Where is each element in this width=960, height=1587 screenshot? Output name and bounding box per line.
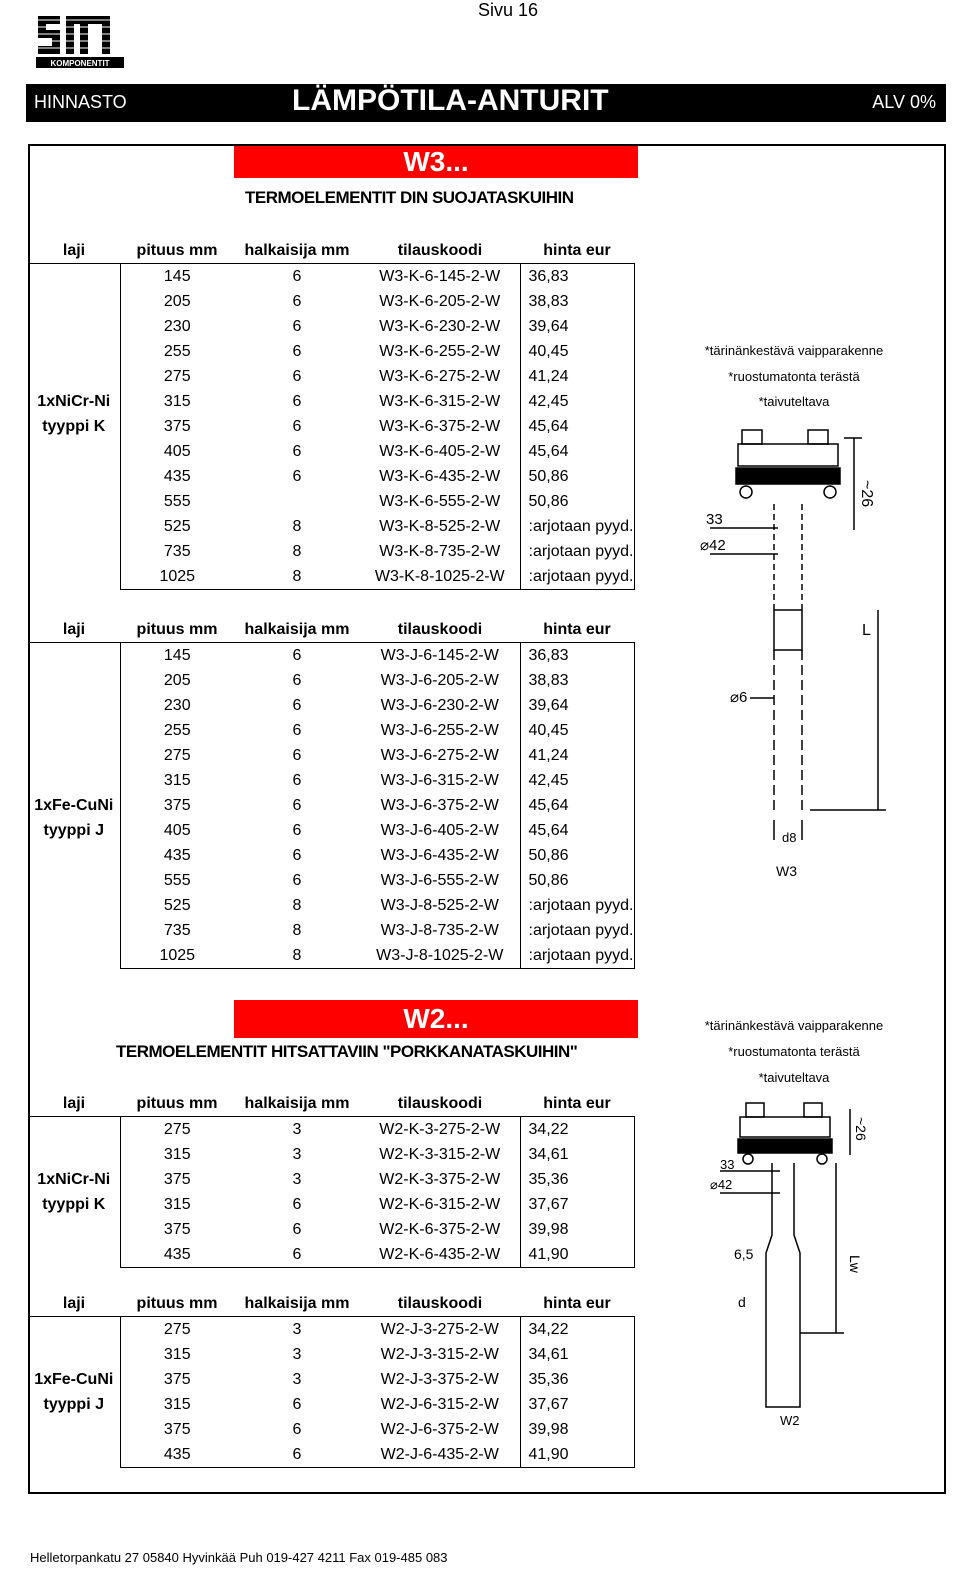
cell-tilauskoodi: W3-K-8-1025-2-W (360, 564, 520, 590)
column-header-hinta: hinta eur (520, 1291, 634, 1317)
cell-pituus: 375 (120, 414, 234, 439)
cell-tilauskoodi: W3-K-6-375-2-W (360, 414, 520, 439)
cell-tilauskoodi: W2-J-3-315-2-W (360, 1342, 520, 1367)
table-row (28, 1367, 634, 1392)
column-header-halkaisija: halkaisija mm (234, 1291, 360, 1317)
header-right: ALV 0% (872, 92, 936, 112)
table-header (28, 617, 634, 643)
table-row (28, 1117, 634, 1143)
column-header-pituus: pituus mm (120, 617, 234, 643)
table-row (28, 514, 634, 539)
w2-dim-65: 6,5 (734, 1246, 754, 1262)
cell-halkaisija: 6 (292, 317, 302, 335)
cell-tilauskoodi: W3-K-6-555-2-W (360, 489, 520, 514)
cell-laji (28, 1117, 120, 1143)
table-row (28, 564, 634, 590)
cell-tilauskoodi: W3-J-8-735-2-W (360, 918, 520, 943)
cell-pituus: 435 (120, 1442, 234, 1468)
cell-laji: 1xFe-CuNi (34, 1370, 114, 1388)
cell-laji (28, 918, 120, 943)
w3-dim-l: L (862, 622, 871, 639)
cell-hinta: 36,83 (520, 264, 634, 290)
table-row (28, 539, 634, 564)
cell-hinta: :arjotaan pyyd. (520, 564, 634, 590)
cell-pituus: 255 (120, 339, 234, 364)
cell-pituus: 375 (120, 1367, 234, 1392)
cell-laji: 1xFe-CuNi (34, 796, 114, 814)
table-row (28, 1142, 634, 1167)
cell-hinta: 45,64 (520, 793, 634, 818)
cell-tilauskoodi: W3-K-6-315-2-W (360, 389, 520, 414)
cell-pituus: 555 (120, 489, 234, 514)
cell-pituus: 315 (120, 1142, 234, 1167)
table-row (28, 314, 634, 339)
cell-tilauskoodi: W2-K-6-435-2-W (360, 1242, 520, 1268)
table-row (28, 364, 634, 389)
table-row (28, 1342, 634, 1367)
cell-hinta: 41,24 (520, 364, 634, 389)
cell-halkaisija: 6 (292, 1420, 302, 1438)
cell-hinta: 45,64 (520, 818, 634, 843)
cell-pituus: 205 (120, 289, 234, 314)
w3-dim-42: ⌀42 (700, 537, 726, 554)
cell-pituus: 1025 (120, 564, 234, 590)
w3-diagram-name: W3 (776, 863, 797, 879)
w3-dim-26: ~26 (858, 480, 875, 508)
page-number: Sivu 16 (478, 0, 539, 20)
table-row (28, 893, 634, 918)
w3-dim-6: ⌀6 (730, 689, 748, 706)
cell-tilauskoodi: W3-K-6-435-2-W (360, 464, 520, 489)
cell-pituus: 735 (120, 918, 234, 943)
cell-laji (28, 364, 120, 389)
cell-tilauskoodi: W2-K-3-275-2-W (360, 1117, 520, 1143)
table-header (28, 1091, 634, 1117)
cell-tilauskoodi: W3-J-8-525-2-W (360, 893, 520, 918)
page-title: LÄMPÖTILA-ANTURIT (292, 84, 609, 117)
cell-hinta: 42,45 (520, 389, 634, 414)
cell-halkaisija: 6 (292, 467, 302, 485)
cell-hinta: 50,86 (520, 464, 634, 489)
cell-pituus: 315 (120, 389, 234, 414)
cell-tilauskoodi: W3-J-6-230-2-W (360, 693, 520, 718)
cell-hinta: 39,64 (520, 314, 634, 339)
cell-laji (28, 1417, 120, 1442)
cell-halkaisija: 6 (292, 846, 302, 864)
column-header-halkaisija: halkaisija mm (234, 1091, 360, 1117)
cell-pituus: 230 (120, 314, 234, 339)
table-row (28, 1442, 634, 1468)
column-header-tilauskoodi: tilauskoodi (360, 1291, 520, 1317)
cell-halkaisija: 6 (292, 671, 302, 689)
cell-halkaisija: 6 (234, 1442, 360, 1468)
table-row (28, 693, 634, 718)
w2-note-3: *taivuteltava (758, 1070, 830, 1085)
table-row (28, 464, 634, 489)
cell-tilauskoodi: W2-J-6-435-2-W (360, 1442, 520, 1468)
cell-laji (28, 439, 120, 464)
w2-note-1: *tärinänkestävä vaipparakenne (704, 1018, 884, 1033)
cell-pituus: 525 (120, 893, 234, 918)
w2-note-2: *ruostumatonta terästä (728, 1044, 860, 1059)
table-row (28, 843, 634, 868)
cell-hinta: :arjotaan pyyd. (520, 539, 634, 564)
cell-hinta: 41,90 (520, 1242, 634, 1268)
cell-tilauskoodi: W2-J-6-375-2-W (360, 1417, 520, 1442)
cell-tilauskoodi: W2-K-3-315-2-W (360, 1142, 520, 1167)
cell-pituus: 275 (120, 743, 234, 768)
cell-halkaisija: 8 (234, 943, 360, 969)
cell-halkaisija: 6 (292, 267, 302, 285)
column-header-laji: laji (28, 1091, 120, 1117)
cell-hinta: 38,83 (520, 289, 634, 314)
w2-diagram (700, 1095, 920, 1440)
column-header-hinta: hinta eur (520, 617, 634, 643)
table-row (28, 414, 634, 439)
cell-laji: tyyppi J (43, 1395, 104, 1413)
cell-laji (28, 1242, 120, 1268)
table-row (28, 868, 634, 893)
cell-halkaisija: 6 (292, 342, 302, 360)
cell-tilauskoodi: W2-K-6-315-2-W (360, 1192, 520, 1217)
cell-hinta: :arjotaan pyyd. (520, 514, 634, 539)
w2-dim-42: ⌀42 (710, 1177, 733, 1192)
cell-tilauskoodi: W3-J-6-255-2-W (360, 718, 520, 743)
w3-note-1: *tärinänkestävä vaipparakenne (704, 343, 884, 358)
cell-pituus: 1025 (120, 943, 234, 969)
cell-laji (28, 668, 120, 693)
cell-halkaisija: 6 (292, 292, 302, 310)
column-header-tilauskoodi: tilauskoodi (360, 1091, 520, 1117)
cell-hinta: 35,36 (520, 1367, 634, 1392)
cell-hinta: 45,64 (520, 414, 634, 439)
table-row (28, 1167, 634, 1192)
cell-halkaisija: 3 (292, 1345, 302, 1363)
cell-tilauskoodi: W2-J-3-375-2-W (360, 1367, 520, 1392)
cell-hinta: 50,86 (520, 868, 634, 893)
column-header-halkaisija: halkaisija mm (234, 238, 360, 264)
cell-tilauskoodi: W3-J-6-275-2-W (360, 743, 520, 768)
cell-pituus: 275 (120, 364, 234, 389)
table-header (28, 1291, 634, 1317)
cell-halkaisija: 8 (292, 896, 302, 914)
w2-dim-d: d (738, 1294, 746, 1310)
cell-pituus: 405 (120, 439, 234, 464)
logo-text: KOMPONENTIT (50, 59, 110, 68)
cell-tilauskoodi: W3-K-6-230-2-W (360, 314, 520, 339)
w3-dim-33: 33 (706, 511, 723, 528)
cell-tilauskoodi: W2-K-3-375-2-W (360, 1167, 520, 1192)
cell-hinta: 37,67 (520, 1392, 634, 1417)
cell-halkaisija: 8 (234, 564, 360, 590)
w2-label: W2... (234, 1000, 638, 1038)
cell-laji (28, 693, 120, 718)
cell-tilauskoodi: W3-J-6-435-2-W (360, 843, 520, 868)
cell-halkaisija: 3 (292, 1120, 302, 1138)
cell-halkaisija: 6 (234, 1242, 360, 1268)
cell-halkaisija: 6 (292, 1395, 302, 1413)
cell-laji (28, 564, 120, 590)
cell-halkaisija: 6 (292, 746, 302, 764)
table-row (28, 1217, 634, 1242)
w3-note-3: *taivuteltava (758, 394, 830, 409)
w3-diagram (690, 420, 930, 895)
cell-hinta: :arjotaan pyyd. (520, 893, 634, 918)
cell-laji (28, 893, 120, 918)
column-header-laji: laji (28, 617, 120, 643)
cell-halkaisija: 8 (292, 921, 302, 939)
cell-halkaisija: 6 (292, 1220, 302, 1238)
column-header-laji: laji (28, 1291, 120, 1317)
table-row (28, 743, 634, 768)
cell-tilauskoodi: W3-J-6-205-2-W (360, 668, 520, 693)
cell-pituus: 375 (120, 793, 234, 818)
cell-hinta: 50,86 (520, 489, 634, 514)
cell-halkaisija: 6 (292, 646, 302, 664)
cell-laji (28, 264, 120, 290)
cell-tilauskoodi: W3-J-6-405-2-W (360, 818, 520, 843)
cell-halkaisija: 8 (292, 517, 302, 535)
cell-halkaisija: 3 (292, 1370, 302, 1388)
cell-halkaisija: 3 (292, 1320, 302, 1338)
cell-tilauskoodi: W3-J-6-315-2-W (360, 768, 520, 793)
table-row (28, 289, 634, 314)
header-banner (26, 84, 946, 122)
cell-laji (28, 743, 120, 768)
cell-pituus: 145 (120, 264, 234, 290)
cell-hinta: 34,22 (520, 1117, 634, 1143)
cell-hinta: 34,22 (520, 1317, 634, 1343)
cell-hinta: 38,83 (520, 668, 634, 693)
cell-hinta: 37,67 (520, 1192, 634, 1217)
cell-tilauskoodi: W2-K-6-375-2-W (360, 1217, 520, 1242)
cell-tilauskoodi: W3-J-8-1025-2-W (360, 943, 520, 969)
column-header-pituus: pituus mm (120, 238, 234, 264)
cell-halkaisija: 6 (292, 721, 302, 739)
cell-hinta: 41,24 (520, 743, 634, 768)
table-row (28, 1392, 634, 1417)
table-row (28, 264, 634, 290)
cell-pituus: 375 (120, 1217, 234, 1242)
cell-laji: 1xNiCr-Ni (37, 1170, 111, 1188)
table-row (28, 793, 634, 818)
cell-laji: tyyppi J (43, 821, 104, 839)
cell-hinta: 41,90 (520, 1442, 634, 1468)
cell-pituus: 315 (120, 1392, 234, 1417)
cell-hinta: 39,98 (520, 1417, 634, 1442)
table-row (28, 389, 634, 414)
cell-laji (28, 1142, 120, 1167)
table-row (28, 818, 634, 843)
table-row (28, 1242, 634, 1268)
cell-pituus: 275 (120, 1317, 234, 1343)
company-logo (36, 14, 124, 68)
table-row (28, 1417, 634, 1442)
table-row (28, 1192, 634, 1217)
cell-halkaisija: 6 (292, 796, 302, 814)
cell-hinta: 34,61 (520, 1142, 634, 1167)
cell-hinta: :arjotaan pyyd. (520, 918, 634, 943)
cell-halkaisija: 6 (292, 696, 302, 714)
price-table-w3-j (28, 617, 635, 969)
header-left: HINNASTO (34, 92, 127, 112)
column-header-hinta: hinta eur (520, 238, 634, 264)
w3-label: W3... (234, 146, 638, 178)
cell-halkaisija: 6 (292, 821, 302, 839)
table-row (28, 439, 634, 464)
cell-tilauskoodi: W3-K-6-145-2-W (360, 264, 520, 290)
cell-laji: tyyppi K (42, 1195, 106, 1213)
column-header-pituus: pituus mm (120, 1091, 234, 1117)
price-table-w2-k (28, 1091, 635, 1268)
cell-halkaisija: 6 (292, 417, 302, 435)
table-row (28, 339, 634, 364)
cell-halkaisija (234, 489, 360, 514)
cell-pituus: 315 (120, 1192, 234, 1217)
cell-halkaisija: 6 (292, 1195, 302, 1213)
cell-laji (28, 843, 120, 868)
cell-hinta: 50,86 (520, 843, 634, 868)
cell-laji: 1xNiCr-Ni (37, 392, 111, 410)
cell-pituus: 525 (120, 514, 234, 539)
cell-laji (28, 1442, 120, 1468)
w2-dim-lw: Lw (847, 1255, 863, 1273)
w2-dim-26: ~26 (853, 1117, 869, 1141)
cell-tilauskoodi: W3-J-6-375-2-W (360, 793, 520, 818)
w2-subtitle: TERMOELEMENTIT HITSATTAVIIN "PORKKANATASKUIHIN" (116, 1042, 578, 1061)
cell-laji (28, 868, 120, 893)
cell-pituus: 435 (120, 1242, 234, 1268)
table-header (28, 238, 634, 264)
cell-halkaisija: 6 (292, 367, 302, 385)
cell-laji (28, 289, 120, 314)
cell-laji (28, 514, 120, 539)
cell-hinta: 45,64 (520, 439, 634, 464)
cell-pituus: 375 (120, 1167, 234, 1192)
cell-hinta: 42,45 (520, 768, 634, 793)
cell-tilauskoodi: W3-K-6-205-2-W (360, 289, 520, 314)
cell-pituus: 555 (120, 868, 234, 893)
cell-laji (28, 464, 120, 489)
w2-diagram-name: W2 (780, 1413, 800, 1428)
footer-address: Helletorpankatu 27 05840 Hyvinkää Puh 019-427 4211 Fax 019-485 083 (30, 1550, 448, 1565)
cell-laji (28, 1342, 120, 1367)
cell-laji (28, 943, 120, 969)
cell-hinta: 39,98 (520, 1217, 634, 1242)
cell-tilauskoodi: W3-K-6-255-2-W (360, 339, 520, 364)
cell-tilauskoodi: W2-J-3-275-2-W (360, 1317, 520, 1343)
table-row (28, 718, 634, 743)
table-row (28, 643, 634, 669)
cell-pituus: 275 (120, 1117, 234, 1143)
column-header-halkaisija: halkaisija mm (234, 617, 360, 643)
cell-pituus: 230 (120, 693, 234, 718)
cell-pituus: 375 (120, 1417, 234, 1442)
cell-laji (28, 489, 120, 514)
cell-laji (28, 339, 120, 364)
cell-halkaisija: 3 (292, 1145, 302, 1163)
column-header-tilauskoodi: tilauskoodi (360, 617, 520, 643)
cell-laji (28, 539, 120, 564)
cell-tilauskoodi: W3-J-6-145-2-W (360, 643, 520, 669)
w3-note-2: *ruostumatonta terästä (728, 369, 860, 384)
cell-halkaisija: 3 (292, 1170, 302, 1188)
cell-hinta: 39,64 (520, 693, 634, 718)
table-row (28, 943, 634, 969)
column-header-laji: laji (28, 238, 120, 264)
cell-laji (28, 1317, 120, 1343)
table-row (28, 768, 634, 793)
cell-pituus: 255 (120, 718, 234, 743)
cell-pituus: 315 (120, 768, 234, 793)
cell-laji (28, 768, 120, 793)
cell-tilauskoodi: W2-J-6-315-2-W (360, 1392, 520, 1417)
cell-tilauskoodi: W3-K-6-275-2-W (360, 364, 520, 389)
cell-halkaisija: 6 (292, 771, 302, 789)
cell-tilauskoodi: W3-K-6-405-2-W (360, 439, 520, 464)
w3-dim-d8: d8 (782, 830, 797, 845)
cell-hinta: :arjotaan pyyd. (520, 943, 634, 969)
cell-hinta: 35,36 (520, 1167, 634, 1192)
cell-hinta: 36,83 (520, 643, 634, 669)
table-row (28, 1317, 634, 1343)
w2-dim-33: 33 (720, 1157, 735, 1172)
cell-tilauskoodi: W3-J-6-555-2-W (360, 868, 520, 893)
cell-pituus: 435 (120, 464, 234, 489)
cell-hinta: 40,45 (520, 339, 634, 364)
cell-laji: tyyppi K (42, 417, 106, 435)
column-header-pituus: pituus mm (120, 1291, 234, 1317)
cell-hinta: 34,61 (520, 1342, 634, 1367)
cell-pituus: 205 (120, 668, 234, 693)
cell-pituus: 435 (120, 843, 234, 868)
cell-tilauskoodi: W3-K-8-525-2-W (360, 514, 520, 539)
price-table-w3-k (28, 238, 635, 590)
cell-halkaisija: 6 (292, 392, 302, 410)
w3-subtitle: TERMOELEMENTIT DIN SUOJATASKUIHIN (245, 188, 574, 207)
cell-laji (28, 718, 120, 743)
column-header-hinta: hinta eur (520, 1091, 634, 1117)
cell-halkaisija: 6 (292, 442, 302, 460)
cell-halkaisija: 8 (292, 542, 302, 560)
cell-pituus: 315 (120, 1342, 234, 1367)
cell-laji (28, 1217, 120, 1242)
cell-laji (28, 643, 120, 669)
cell-pituus: 735 (120, 539, 234, 564)
price-table-w2-j (28, 1291, 635, 1468)
table-row (28, 668, 634, 693)
cell-laji (28, 314, 120, 339)
cell-hinta: 40,45 (520, 718, 634, 743)
table-row (28, 489, 634, 514)
cell-tilauskoodi: W3-K-8-735-2-W (360, 539, 520, 564)
column-header-tilauskoodi: tilauskoodi (360, 238, 520, 264)
cell-pituus: 145 (120, 643, 234, 669)
cell-halkaisija: 6 (292, 871, 302, 889)
cell-pituus: 405 (120, 818, 234, 843)
table-row (28, 918, 634, 943)
